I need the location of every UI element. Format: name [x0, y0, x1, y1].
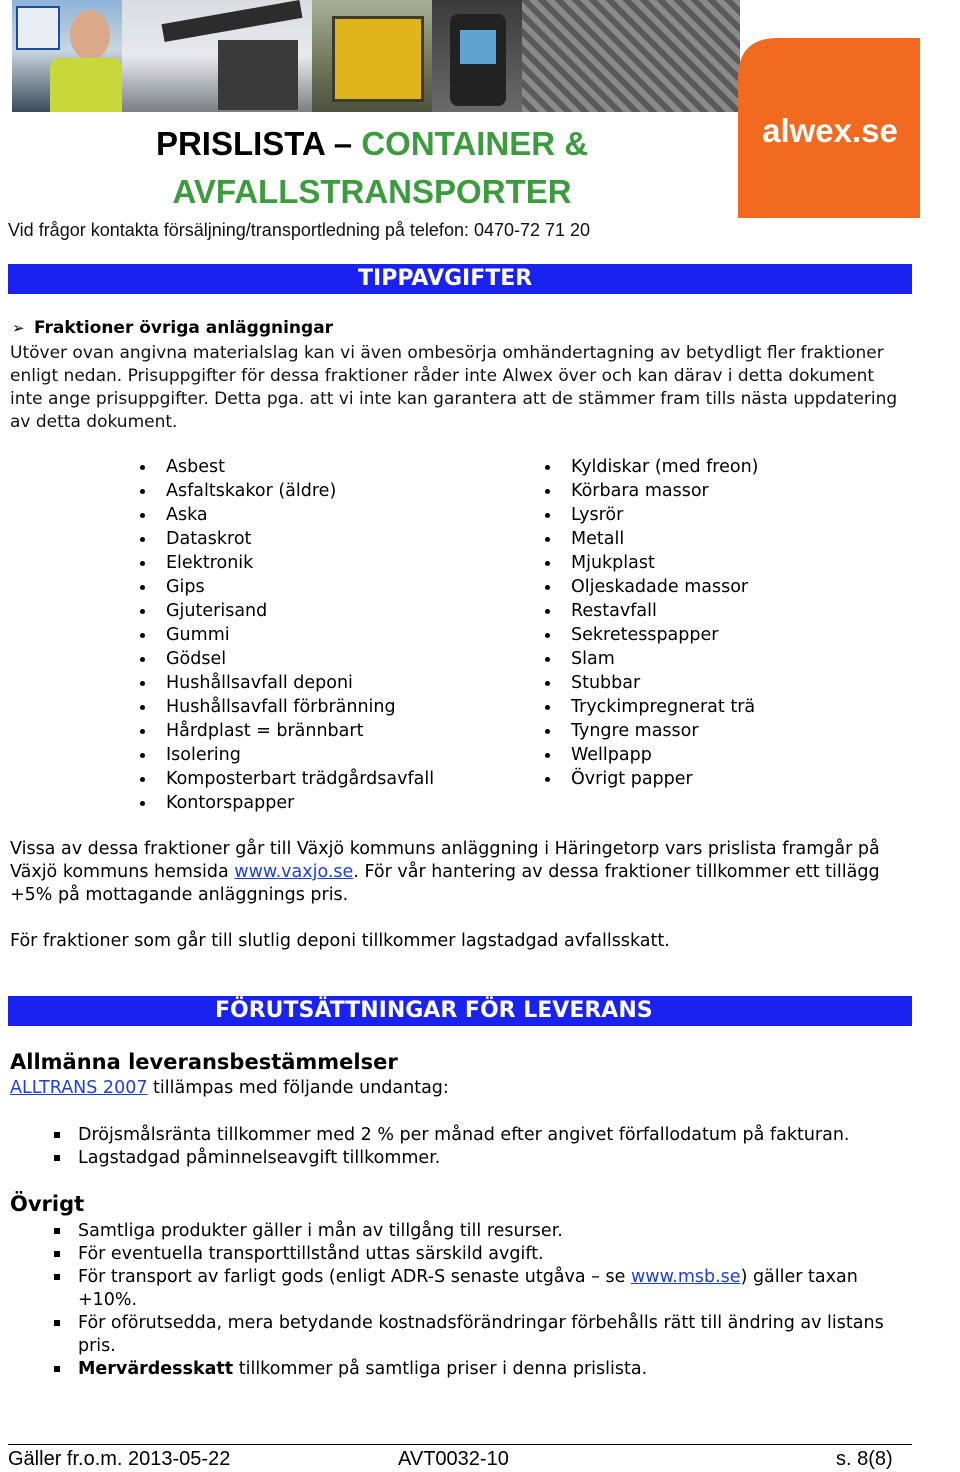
list-item: Mervärdesskatt tillkommer på samtliga priser i denna prislista.	[10, 1358, 918, 1381]
footer-valid-date: Gäller fr.o.m. 2013-05-22	[8, 1448, 231, 1470]
list-item: Stubbar	[541, 671, 759, 695]
bullet-icon	[545, 633, 550, 638]
bullet-icon	[545, 489, 550, 494]
bullet-icon	[140, 777, 145, 782]
delivery-terms-heading: Allmänna leveransbestämmelser	[10, 1050, 398, 1074]
bullet-icon	[140, 633, 145, 638]
bullet-icon	[140, 561, 145, 566]
fraction-list-left	[136, 455, 434, 815]
list-item: För transport av farligt gods (enligt ADR-S senaste utgåva – se www.msb.se) gäller taxan +10%.	[10, 1266, 918, 1312]
alwex-logo	[738, 38, 920, 218]
arrow-bullet-icon: ➢	[12, 319, 25, 337]
list-item: Asbest	[136, 455, 434, 479]
bullet-icon	[140, 585, 145, 590]
square-bullet-icon	[54, 1155, 60, 1161]
bullet-icon	[545, 705, 550, 710]
list-item: Wellpapp	[541, 743, 759, 767]
square-bullet-icon	[54, 1320, 60, 1326]
alltrans-link[interactable]: ALLTRANS 2007	[10, 1078, 148, 1098]
rebar-photo	[522, 0, 740, 112]
section-bar-tippavgifter: TIPPAVGIFTER	[8, 264, 912, 294]
bullet-icon	[545, 585, 550, 590]
bullet-icon	[140, 609, 145, 614]
list-item: Samtliga produkter gäller i mån av tillgång till resurser.	[10, 1220, 918, 1243]
list-item: Aska	[136, 503, 434, 527]
handheld-device-photo	[432, 0, 522, 112]
bullet-icon	[140, 465, 145, 470]
svg-text:alwex.se: alwex.se	[762, 112, 898, 149]
bullet-icon	[545, 753, 550, 758]
bullet-icon	[140, 753, 145, 758]
list-item: Sekretesspapper	[541, 623, 759, 647]
list-item: Gummi	[136, 623, 434, 647]
list-item: Restavfall	[541, 599, 759, 623]
list-item: Slam	[541, 647, 759, 671]
list-item: Övrigt papper	[541, 767, 759, 791]
bullet-icon	[140, 705, 145, 710]
bullet-icon	[140, 537, 145, 542]
alltrans-line: ALLTRANS 2007 tillämpas med följande undantag:	[10, 1078, 449, 1098]
list-item: Gips	[136, 575, 434, 599]
list-item: Oljeskadade massor	[541, 575, 759, 599]
fractions-heading: ➢ Fraktioner övriga anläggningar	[12, 318, 334, 338]
vaxjo-link[interactable]: www.vaxjo.se	[234, 862, 354, 882]
bullet-icon	[545, 513, 550, 518]
page-title: PRISLISTA – CONTAINER & AVFALLSTRANSPORTER	[155, 125, 589, 210]
footer-doc-id: AVT0032-10	[398, 1448, 509, 1470]
footer-divider	[8, 1444, 912, 1445]
list-item: Dataskrot	[136, 527, 434, 551]
list-item: Isolering	[136, 743, 434, 767]
list-item: Hushållsavfall deponi	[136, 671, 434, 695]
msb-link[interactable]: www.msb.se	[630, 1267, 741, 1287]
bullet-icon	[140, 681, 145, 686]
header-photo-strip	[12, 0, 740, 112]
section-bar-leverans: FÖRUTSÄTTNINGAR FÖR LEVERANS	[8, 996, 912, 1026]
list-item: Hushållsavfall förbränning	[136, 695, 434, 719]
bullet-icon	[545, 561, 550, 566]
bullet-icon	[140, 729, 145, 734]
square-bullet-icon	[54, 1251, 60, 1257]
other-list	[10, 1220, 918, 1381]
bullet-icon	[545, 537, 550, 542]
bullet-icon	[545, 465, 550, 470]
list-item: För oförutsedda, mera betydande kostnadsförändringar förbehålls rätt till ändring av listans pris.	[10, 1312, 918, 1358]
square-bullet-icon	[54, 1132, 60, 1138]
list-item: Mjukplast	[541, 551, 759, 575]
list-item: Hårdplast = brännbart	[136, 719, 434, 743]
fraction-list-right	[541, 455, 759, 791]
bullet-icon	[140, 657, 145, 662]
excavator-photo	[122, 0, 312, 112]
bullet-icon	[545, 729, 550, 734]
list-item: Komposterbart trädgårdsavfall	[136, 767, 434, 791]
list-item: Dröjsmålsränta tillkommer med 2 % per månad efter angivet förfallodatum på fakturan.	[10, 1124, 918, 1147]
bullet-icon	[545, 681, 550, 686]
list-item: Kontorspapper	[136, 791, 434, 815]
bullet-icon	[140, 801, 145, 806]
bullet-icon	[140, 513, 145, 518]
list-item: Gjuterisand	[136, 599, 434, 623]
list-item: Kyldiskar (med freon)	[541, 455, 759, 479]
machine-cab-photo	[312, 0, 432, 112]
bullet-icon	[545, 609, 550, 614]
list-item: Tryckimpregnerat trä	[541, 695, 759, 719]
delivery-exceptions-list	[10, 1124, 918, 1170]
bullet-icon	[545, 657, 550, 662]
square-bullet-icon	[54, 1366, 60, 1372]
other-heading: Övrigt	[10, 1192, 85, 1216]
list-item: Lagstadgad påminnelseavgift tillkommer.	[10, 1147, 918, 1170]
square-bullet-icon	[54, 1274, 60, 1280]
deponi-paragraph: För fraktioner som går till slutlig deponi tillkommer lagstadgad avfallsskatt.	[10, 931, 670, 951]
bullet-icon	[140, 489, 145, 494]
list-item: Tyngre massor	[541, 719, 759, 743]
square-bullet-icon	[54, 1228, 60, 1234]
worker-photo	[12, 0, 122, 112]
contact-line: Vid frågor kontakta försäljning/transportledning på telefon: 0470-72 71 20	[8, 220, 591, 240]
list-item: Körbara massor	[541, 479, 759, 503]
list-item: För eventuella transporttillstånd uttas särskild avgift.	[10, 1243, 918, 1266]
bullet-icon	[545, 777, 550, 782]
list-item: Gödsel	[136, 647, 434, 671]
list-item: Lysrör	[541, 503, 759, 527]
list-item: Metall	[541, 527, 759, 551]
list-item: Elektronik	[136, 551, 434, 575]
list-item: Asfaltskakor (äldre)	[136, 479, 434, 503]
footer-page-number: s. 8(8)	[836, 1448, 893, 1470]
fractions-intro: Utöver ovan angivna materialslag kan vi även ombesörja omhändertagning av betydligt fler fraktioner enligt nedan. Prisuppgifter för dessa fraktioner råder inte Alwex över och kan därav i detta dokument inte ange prisuppgifter. Detta pga. att vi inte kan garantera att de stämmer fram tills nästa uppdatering av detta dokument.	[10, 343, 898, 432]
vaxjo-paragraph: Vissa av dessa fraktioner går till Växjö kommuns anläggning i Häringetorp vars prislista framgår på Växjö kommuns hemsida www.vaxjo.se. För vår hantering av dessa fraktioner tillkommer ett tillägg +5% på mottagande anläggnings pris.	[10, 839, 880, 905]
